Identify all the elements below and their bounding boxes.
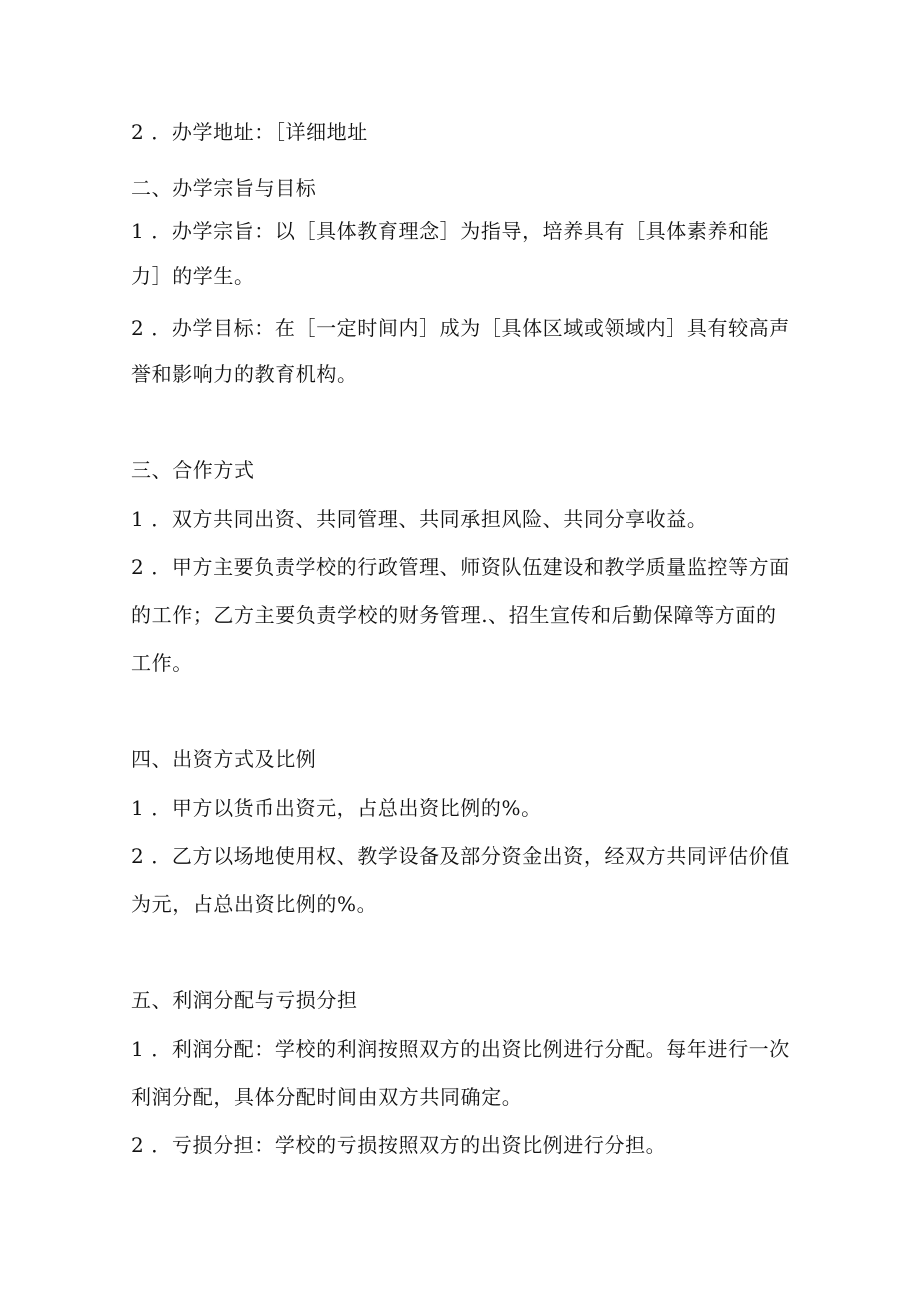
goal-item-line: 誉和影响力的教育机构。 (131, 362, 358, 386)
section-heading-profit: 五、利润分配与亏损分担 (131, 988, 358, 1012)
purpose-item-line: 1 ．办学宗旨：以［具体教育理念］为指导，培养具有［具体素养和能 (131, 219, 770, 243)
section-heading-cooperation: 三、合作方式 (131, 458, 255, 482)
profit-item-line: 1 ．利润分配：学校的利润按照双方的出资比例进行分配。每年进行一次 (131, 1037, 790, 1061)
profit-item-line: 利润分配，具体分配时间由双方共同确定。 (131, 1085, 523, 1109)
section-heading-purpose: 二、办学宗旨与目标 (131, 176, 317, 200)
address-item: 2 ．办学地址：［详细地址 (131, 120, 368, 144)
cooperation-item: 1 ．双方共同出资、共同管理、共同承担风险、共同分享收益。 (131, 507, 708, 531)
cooperation-item-line: 2 ．甲方主要负责学校的行政管理、师资队伍建设和教学质量监控等方面 (131, 555, 790, 579)
investment-item-line: 为元，占总出资比例的%。 (131, 892, 378, 916)
investment-item: 1 ．甲方以货币出资元，占总出资比例的%。 (131, 796, 542, 820)
cooperation-item-line: 工作。 (131, 651, 193, 675)
loss-item: 2 ．亏损分担：学校的亏损按照双方的出资比例进行分担。 (131, 1133, 667, 1157)
purpose-item-line: 力］的学生。 (131, 264, 255, 288)
cooperation-item-line: 的工作；乙方主要负责学校的财务管理.、招生宣传和后勤保障等方面的 (131, 603, 777, 627)
section-heading-investment: 四、出资方式及比例 (131, 747, 317, 771)
investment-item-line: 2 ．乙方以场地使用权、教学设备及部分资金出资，经双方共同评估价值 (131, 844, 790, 868)
goal-item-line: 2 ．办学目标：在［一定时间内］成为［具体区域或领域内］具有较高声 (131, 316, 790, 340)
